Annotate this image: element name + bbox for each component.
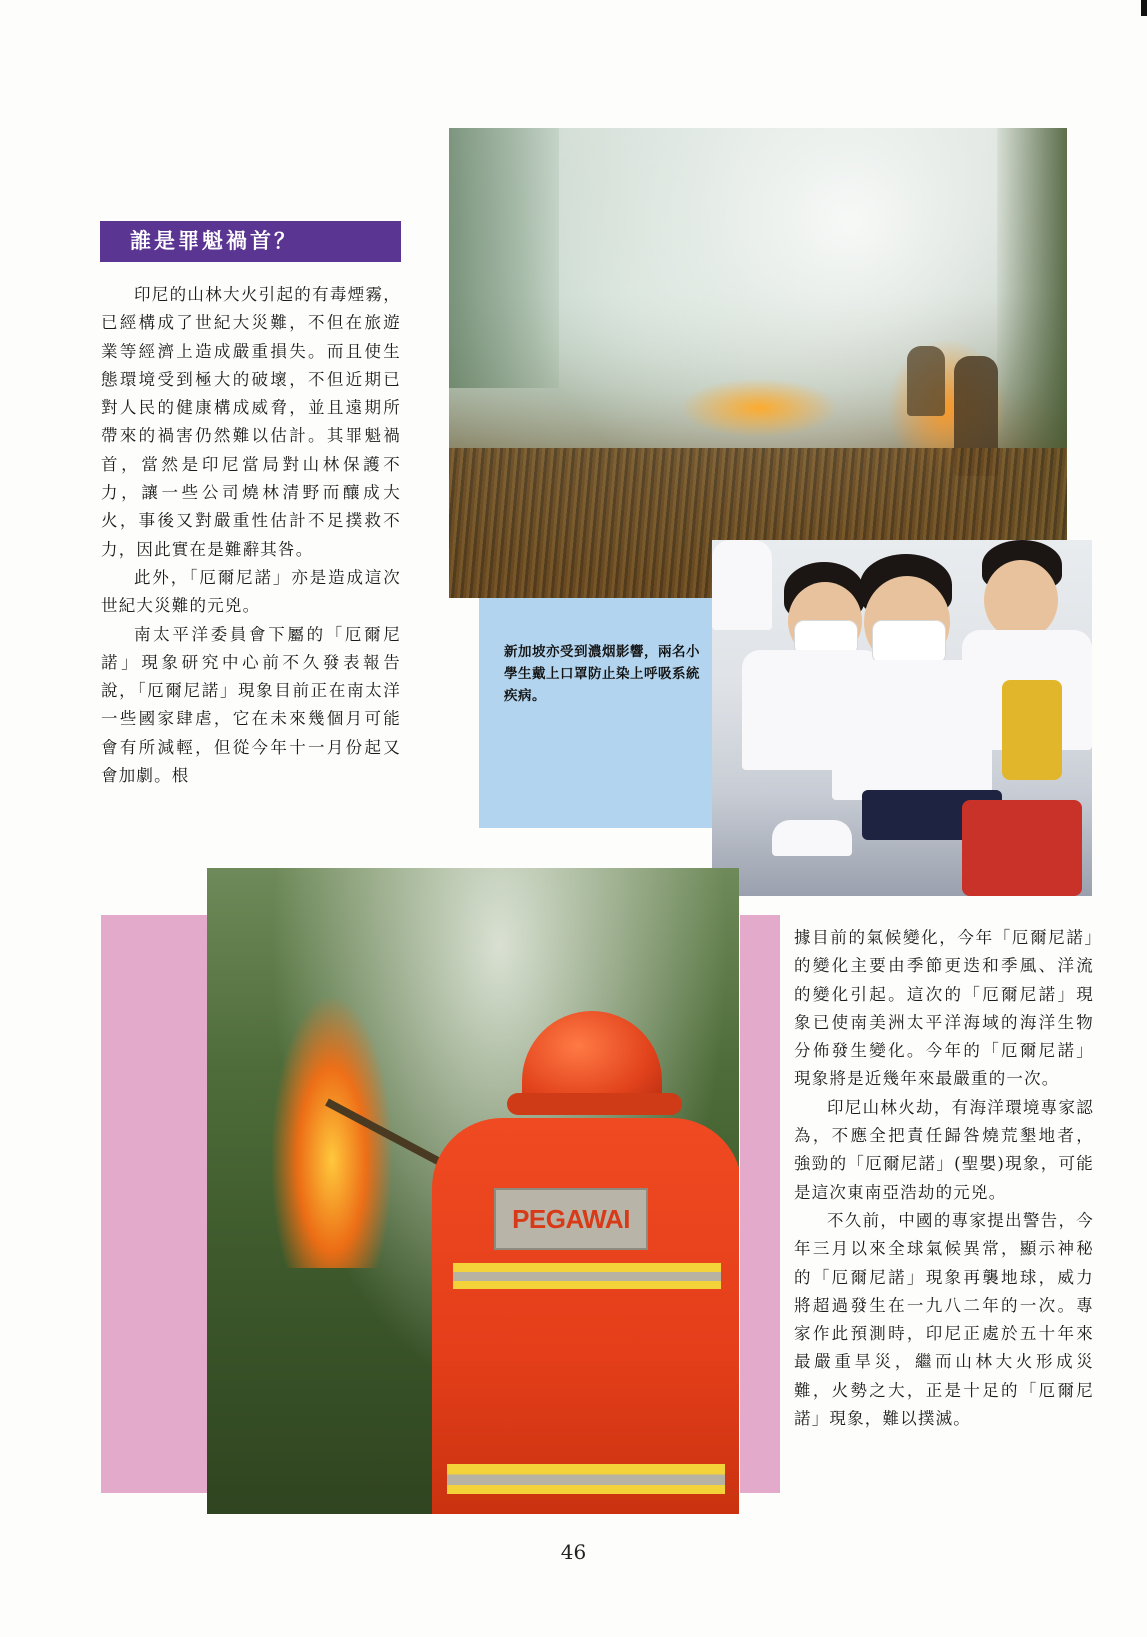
side-panel-left	[101, 915, 207, 1493]
photo-child-face	[984, 560, 1058, 640]
photo-school-bag	[1002, 680, 1062, 780]
paragraph: 南太平洋委員會下屬的「厄爾尼諾」現象研究中心前不久發表報告說，「厄爾尼諾」現象目前正在南太洋一些國家肆虐，它在未來幾個月可能會有所減輕，但從今年十一月份起又會加劇。根	[101, 624, 401, 786]
page-number: 46	[560, 1540, 587, 1564]
paragraph: 此外，「厄爾尼諾」亦是造成這次世紀大災難的元兇。	[101, 567, 401, 616]
reflective-stripe	[447, 1464, 725, 1494]
jacket-patch-label: PEGAWAI	[494, 1188, 648, 1250]
paragraph: 印尼山林火劫，有海洋環境專家認為，不應全把責任歸咎燒荒墾地者，強勁的「厄爾尼諾」(聖嬰)現象，可能是這次東南亞浩劫的元兇。	[794, 1097, 1094, 1202]
photo-flames	[272, 998, 392, 1268]
firefighter-photo	[207, 868, 739, 1514]
photo-trees-left	[449, 128, 559, 388]
photo-worker-figure	[907, 346, 945, 416]
photo-flame	[679, 378, 839, 438]
schoolchildren-masks-photo	[712, 540, 1092, 896]
reflective-stripe	[453, 1263, 721, 1289]
section-heading: 誰是罪魁禍首？	[100, 221, 401, 262]
caption-background	[479, 598, 712, 828]
paragraph: 印尼的山林大火引起的有毒煙霧，已經構成了世紀大災難，不但在旅遊業等經濟上造成嚴重損失。而且使生態環境受到極大的破壞，不但近期已對人民的健康構成威脅，並且遠期所帶來的禍害仍然難以估計。其罪魁禍首，當然是印尼當局對山林保護不力，讓一些公司燒林清野而釀成大火，事後又對嚴重性估計不足撲救不力，因此實在是難辭其咎。	[101, 285, 401, 559]
forest-fire-smoke-photo	[449, 128, 1067, 598]
page-edge-mark	[1141, 0, 1147, 16]
side-panel-right	[740, 915, 780, 1493]
photo-helmet-brim	[507, 1093, 682, 1115]
photo-firefighter-jacket	[432, 1118, 739, 1514]
left-text-column	[101, 281, 401, 790]
paragraph: 不久前，中國的專家提出警告，今年三月以來全球氣候異常，顯示神秘的「厄爾尼諾」現象再襲地球，威力將超過發生在一九八二年的一次。專家作此預測時，印尼正處於五十年來最嚴重旱災，繼而山林大火形成災難，火勢之大，正是十足的「厄爾尼諾」現象，難以撲滅。	[794, 1210, 1094, 1429]
photo-child-shirt	[712, 540, 772, 630]
photo-caption: 新加坡亦受到濃烟影響，兩名小學生戴上口罩防止染上呼吸系統疾病。	[504, 644, 700, 704]
paragraph: 據目前的氣候變化，今年「厄爾尼諾」的變化主要由季節更迭和季風、洋流的變化引起。這次的「厄爾尼諾」現象已使南美洲太平洋海域的海洋生物分佈發生變化。今年的「厄爾尼諾」現象將是近幾年來最嚴重的一次。	[794, 928, 1094, 1089]
photo-school-bag	[962, 800, 1082, 896]
right-text-column	[794, 924, 1094, 1433]
photo-child-socks	[772, 820, 852, 856]
photo-face-mask	[872, 620, 946, 664]
